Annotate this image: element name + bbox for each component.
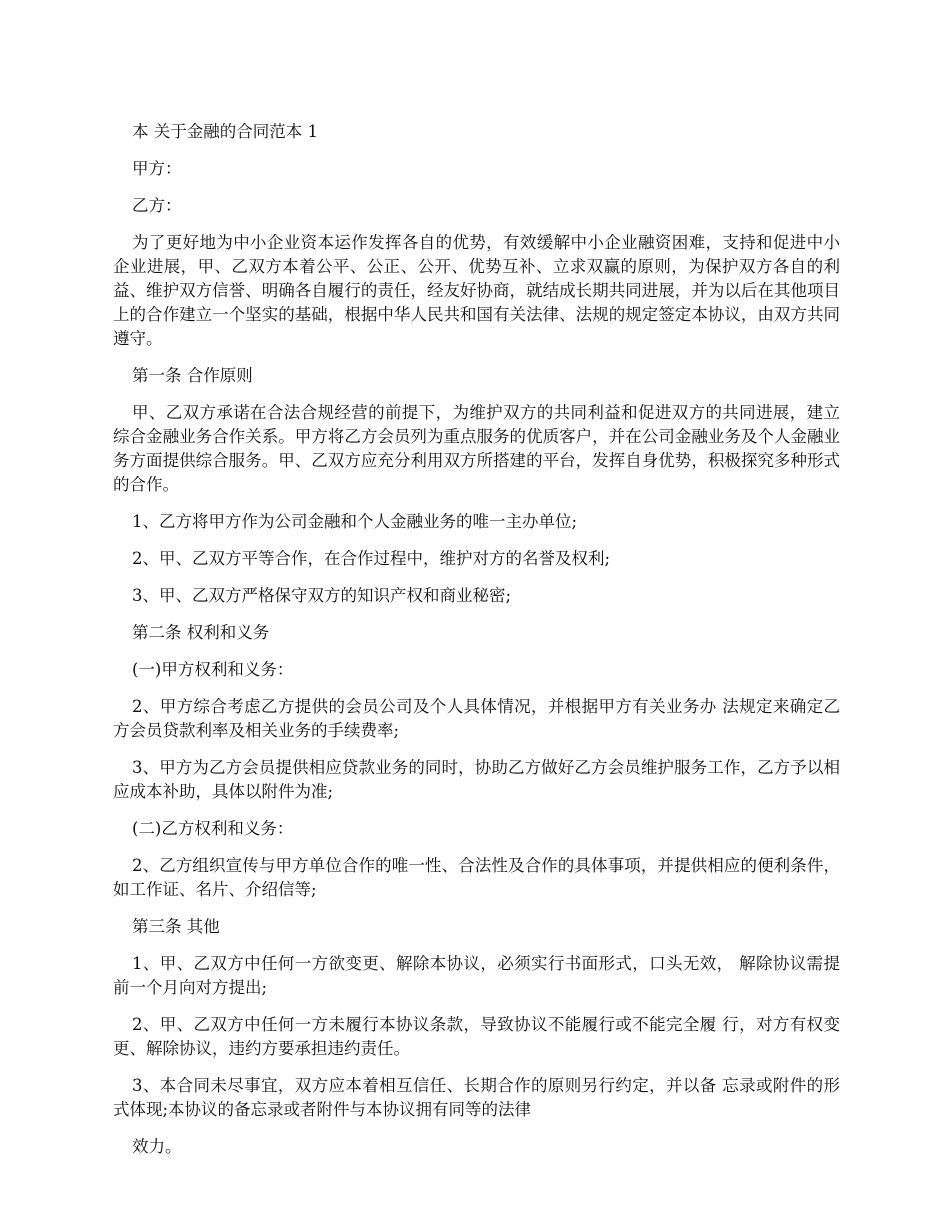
preamble-paragraph: 为了更好地为中小企业资本运作发挥各自的优势，有效缓解中小企业融资困难，支持和促进中小企业进展，甲、乙双方本着公平、公正、公开、优势互补、立求双赢的原则，为保护双方各自的利益、维护双方信誉、明确各自履行的责任，经友好协商，就结成长期共同进展，并为以后在其他项目上的合作建立一个坚实的基础，根据中华人民共和国有关法律、法规的规定签定本协议，由双方共同遵守。	[113, 233, 840, 348]
party-b-line: 乙方：	[132, 196, 182, 215]
article-1-heading: 第一条 合作原则	[132, 366, 253, 385]
article-3-item-3: 3、本合同未尽事宜，双方应本着相互信任、长期合作的原则另行约定，并以备 忘录或附件的形式体现;本协议的备忘录或者附件与本协议拥有同等的法律	[113, 1076, 840, 1119]
document-page	[113, 120, 840, 1172]
article-3-item-1: 1、甲、乙双方中任何一方欲变更、解除本协议，必须实行书面形式，口头无效， 解除协议需提前一个月向对方提出;	[113, 954, 840, 997]
party-b-rights-heading: (二)乙方权利和义务：	[132, 819, 294, 838]
article-1-item-1: 1、乙方将甲方作为公司金融和个人金融业务的唯一主办单位;	[132, 512, 578, 531]
party-a-line: 甲方：	[132, 159, 182, 178]
document-title: 本 关于金融的合同范本 1	[132, 122, 318, 141]
party-b-rights-item-2: 2、乙方组织宣传与甲方单位合作的唯一性、合法性及合作的具体事项，并提供相应的便利条件，如工作证、名片、介绍信等;	[113, 856, 840, 899]
party-a-rights-heading: (一)甲方权利和义务：	[132, 660, 294, 679]
article-3-heading: 第三条 其他	[132, 917, 220, 936]
closing-line: 效力。	[132, 1137, 182, 1156]
party-a-rights-item-3: 3、甲方为乙方会员提供相应贷款业务的同时，协助乙方做好乙方会员维护服务工作，乙方予以相应成本补助，具体以附件为准;	[113, 758, 840, 801]
article-2-heading: 第二条 权利和义务	[132, 623, 270, 642]
article-1-item-2: 2、甲、乙双方平等合作，在合作过程中，维护对方的名誉及权利;	[132, 549, 611, 568]
party-a-rights-item-2: 2、甲方综合考虑乙方提供的会员公司及个人具体情况，并根据甲方有关业务办 法规定来确定乙方会员贷款利率及相关业务的手续费率;	[113, 697, 840, 740]
article-1-body: 甲、乙双方承诺在合法合规经营的前提下，为维护双方的共同利益和促进双方的共同进展，建立综合金融业务合作关系。甲方将乙方会员列为重点服务的优质客户，并在公司金融业务及个人金融业务方面提供综合服务。甲、乙双方应充分利用双方所搭建的平台，发挥自身优势，积极探究多种形式的合作。	[113, 403, 840, 494]
article-1-item-3: 3、甲、乙双方严格保守双方的知识产权和商业秘密;	[132, 586, 512, 605]
article-3-item-2: 2、甲、乙双方中任何一方未履行本协议条款，导致协议不能履行或不能完全履 行，对方有权变更、解除协议，违约方要承担违约责任。	[113, 1015, 840, 1058]
